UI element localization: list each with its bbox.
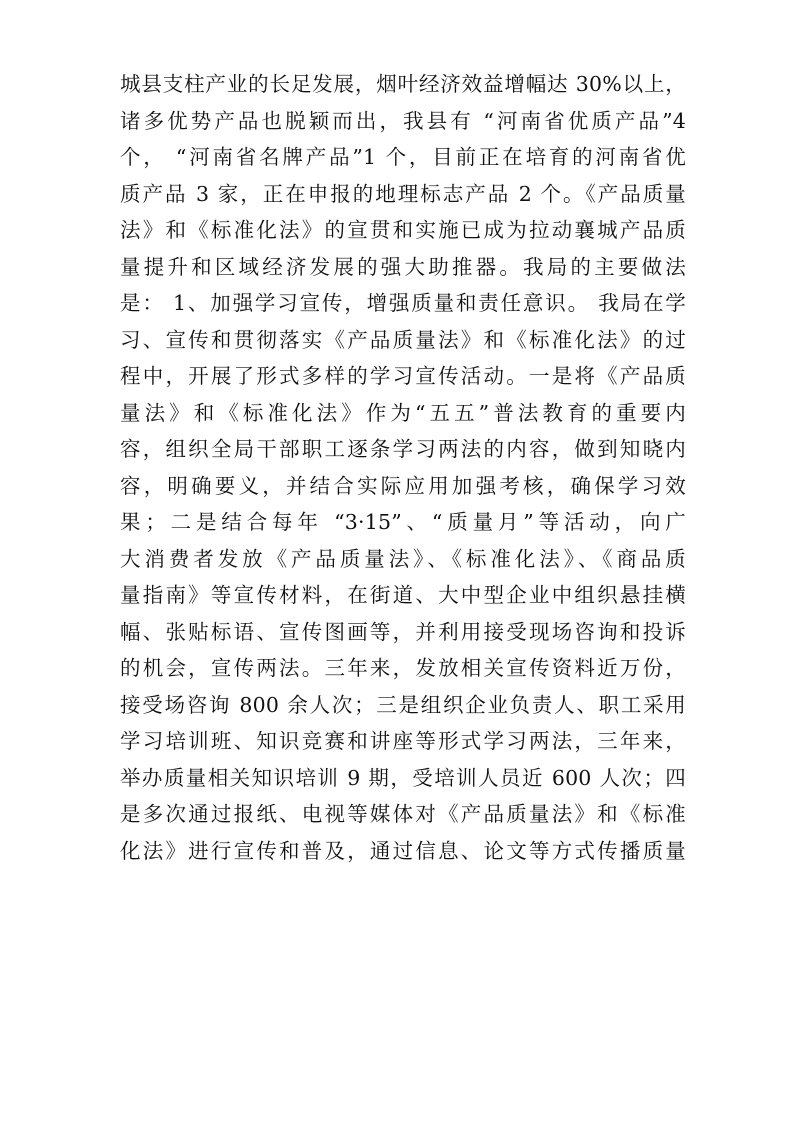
text-line: 诸多优势产品也脱颖而出，我县有 “河南省优质产品”4 xyxy=(120,108,686,133)
text-line: 个， “河南省名牌产品”1 个，目前正在培育的河南省优 xyxy=(120,145,686,169)
text-line: 量法》和《标准化法》作为“五五”普法教育的重要内 xyxy=(120,400,686,425)
text-line: 城县支柱产业的长足发展，烟叶经济效益增幅达 30%以上， xyxy=(120,72,686,96)
text-line: 的机会，宣传两法。三年来，发放相关宣传资料近万份， xyxy=(120,656,686,680)
text-line: 法》和《标准化法》的宣贯和实施已成为拉动襄城产品质 xyxy=(120,218,686,242)
text-line: 果；二是结合每年 “3·15”、“质量月”等活动，向广 xyxy=(120,510,686,534)
text-line: 质产品 3 家，正在申报的地理标志产品 2 个。《产品质量 xyxy=(120,181,686,206)
text-line: 接受场咨询 800 余人次；三是组织企业负责人、职工采用 xyxy=(120,692,686,717)
text-line: 化法》进行宣传和普及，通过信息、论文等方式传播质量 xyxy=(120,838,686,863)
text-line: 容，明确要义，并结合实际应用加强考核，确保学习效 xyxy=(120,473,686,498)
text-line: 量指南》等宣传材料，在街道、大中型企业中组织悬挂横 xyxy=(120,583,686,607)
text-line: 是多次通过报纸、电视等媒体对《产品质量法》和《标准 xyxy=(120,802,686,826)
text-line: 程中，开展了形式多样的学习宣传活动。一是将《产品质 xyxy=(120,364,686,388)
text-line: 是： 1、加强学习宣传，增强质量和责任意识。 我局在学 xyxy=(120,291,686,315)
text-line: 学习培训班、知识竞赛和讲座等形式学习两法，三年来， xyxy=(120,729,686,753)
text-line: 量提升和区域经济发展的强大助推器。我局的主要做法 xyxy=(120,254,686,279)
text-line: 幅、张贴标语、宣传图画等，并利用接受现场咨询和投诉 xyxy=(120,619,686,644)
text-line: 大消费者发放《产品质量法》、《标准化法》、《商品质 xyxy=(120,546,686,571)
text-line: 举办质量相关知识培训 9 期，受培训人员近 600 人次；四 xyxy=(120,765,686,790)
text-line: 习、宣传和贯彻落实《产品质量法》和《标准化法》的过 xyxy=(120,327,686,352)
text-line: 容，组织全局干部职工逐条学习两法的内容，做到知晓内 xyxy=(120,437,686,461)
body-text xyxy=(120,66,686,869)
